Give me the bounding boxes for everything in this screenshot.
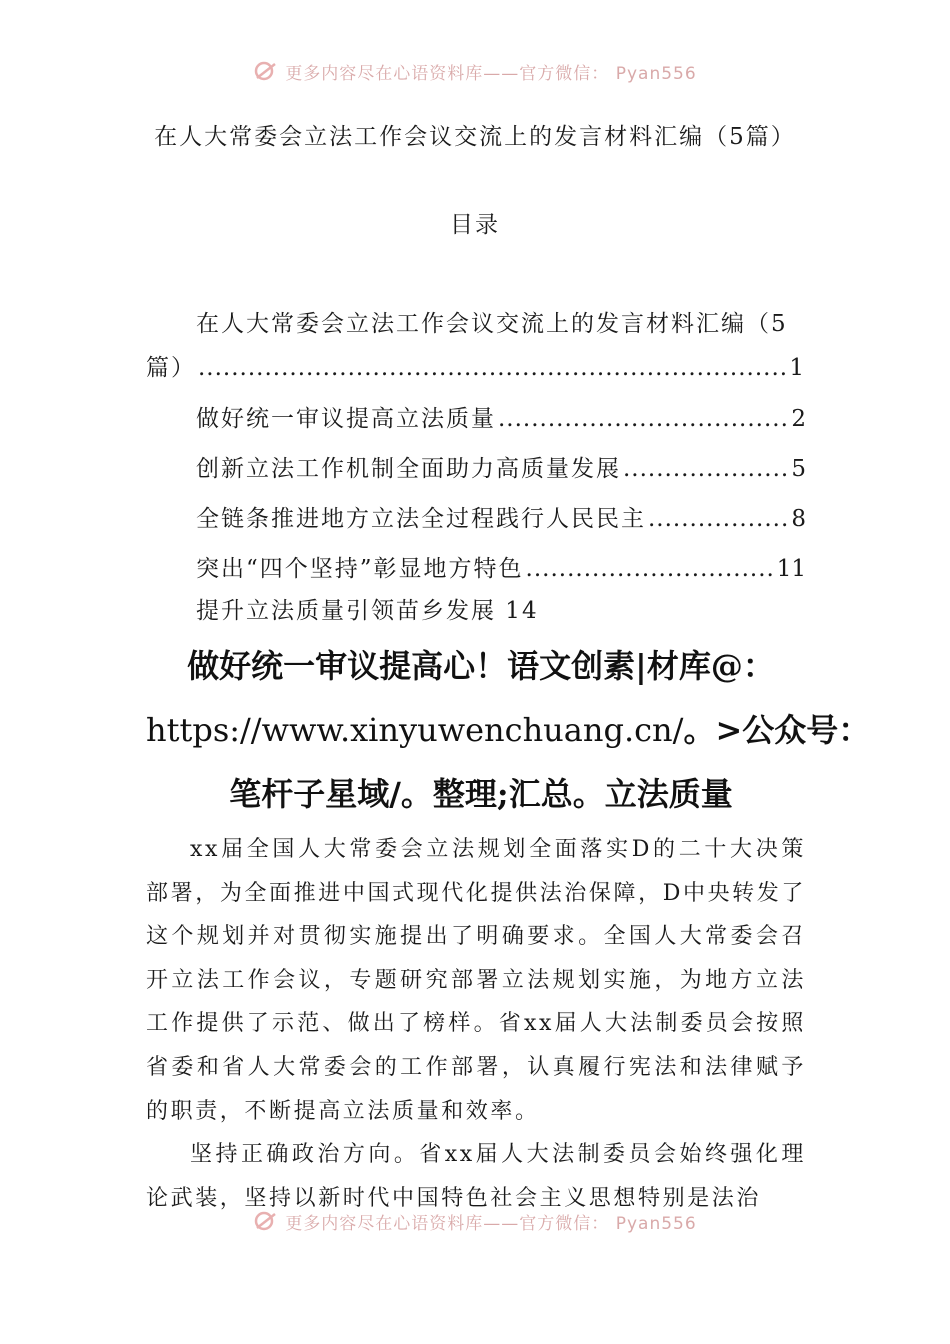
body-text xyxy=(146,828,806,1220)
watermark-header xyxy=(0,56,950,86)
toc-leader-dots xyxy=(498,394,789,444)
toc-entry-title: 创新立法工作机制全面助力高质量发展 xyxy=(196,456,621,482)
toc-entry-title: 突出“四个坚持”彰显地方特色 xyxy=(196,556,524,582)
toc-entry-title: 做好统一审议提高立法质量 xyxy=(196,406,496,432)
toc-entry-page: 2 xyxy=(791,406,806,432)
section-heading-line2-tail: 。>公众号： xyxy=(683,711,871,749)
toc-entry-last[interactable]: 提升立法质量引领苗乡发展 14 xyxy=(196,598,539,624)
brand-logo-icon xyxy=(253,1210,279,1232)
section-heading xyxy=(146,634,871,826)
brand-logo-icon xyxy=(253,60,279,82)
toc-leader-dots xyxy=(526,544,775,594)
watermark-footer xyxy=(0,1206,950,1236)
watermark-text: 更多内容尽在心语资料库——官方微信： Pyan556 xyxy=(285,63,697,84)
toc-entry-title: 篇） xyxy=(146,355,196,381)
section-heading-line3: 笔杆子星域/。整理;汇总。立法质量 xyxy=(229,775,733,813)
toc-entry[interactable] xyxy=(146,394,806,444)
watermark-text: 更多内容尽在心语资料库——官方微信： Pyan556 xyxy=(285,1213,697,1234)
body-paragraph: 坚持正确政治方向。省xx届人大法制委员会始终强化理论武装，坚持以新时代中国特色社会主义思想特别是法治 xyxy=(146,1142,806,1211)
body-paragraph: xx届全国人大常委会立法规划全面落实D的二十大决策部署，为全面推进中国式现代化提供法治保障，D中央转发了这个规划并对贯彻实施提出了明确要求。全国人大常委会召开立法工作会议，专题研究部署立法规划实施，为地方立法工作提供了示范、做出了榜样。省xx届人大法制委员会按照省委和省人大常委会的工作部署，认真履行宪法和法律赋予的职责，不断提高立法质量和效率。 xyxy=(146,837,806,1124)
toc-leader-dots xyxy=(648,494,789,544)
toc-leader-dots xyxy=(623,444,789,494)
toc-entry-page: 5 xyxy=(791,456,806,482)
section-heading-url[interactable]: https://www.xinyuwenchuang.cn/ xyxy=(146,711,684,749)
toc-entry-page: 8 xyxy=(791,506,806,532)
toc-entry[interactable] xyxy=(146,494,806,544)
toc-entry[interactable] xyxy=(146,444,806,494)
toc-entry-first-line2[interactable] xyxy=(146,342,806,394)
table-of-contents xyxy=(146,306,806,628)
toc-heading: 目录 xyxy=(450,212,500,238)
document-title: 在人大常委会立法工作会议交流上的发言材料汇编（5篇） xyxy=(154,124,796,150)
toc-entry-title: 全链条推进地方立法全过程践行人民民主 xyxy=(196,506,646,532)
toc-entry-page: 11 xyxy=(776,556,806,582)
toc-leader-dots xyxy=(198,342,787,394)
section-heading-line1: 做好统一审议提高心！语文创素|材库@： xyxy=(187,647,775,685)
toc-entry[interactable] xyxy=(146,544,806,594)
toc-entry-first-line1[interactable]: 在人大常委会立法工作会议交流上的发言材料汇编（5 xyxy=(196,311,788,337)
toc-entry-page: 1 xyxy=(789,355,806,381)
section-heading-line2 xyxy=(146,698,871,762)
